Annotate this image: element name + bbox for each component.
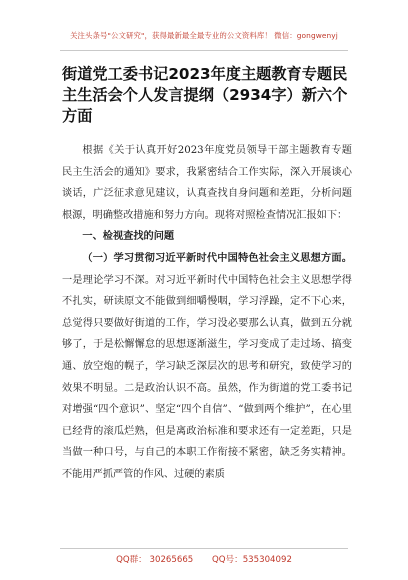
subsection-body-text: 一是理论学习不深。对习近平新时代中国特色社会主义思想学得不扎实，研读原文不能做到细嚼慢咽，学习浮躁，定不下心来，总觉得只要做好街道的工作，学习没必要那么认真，做到五分就够了，于是松懈懈怠的思想逐渐滋生，学习变成了走过场、搞变通、放空炮的幌子，学习缺乏深层次的思考和研究，致使学习的效果不明显。二是政治认识不高。虽然，作为街道的党工委书记对增强“四个意识”、坚定“四个自信”、“做到两个维护”，在心里已经背的滚瓜烂熟，但是离政治标准和要求还有一定差距，只是当做一种口号，与自己的本职工作衔接不紧密，缺乏务实精神。不能用严抓严管的作风、过硬的素质 [62,274,352,480]
footer-divider [60,548,348,549]
qq-group-number: QQ群： 30265665 [116,555,194,565]
subsection-heading: （一）学习贯彻习近平新时代中国特色社会主义思想方面。 [82,251,352,264]
page-header [0,0,408,52]
subsection-paragraph [62,248,352,486]
document-title: 街道党工委书记2023年度主题教育专题民主生活会个人发言提纲（2934字）新六个方面 [62,65,348,125]
header-divider [60,50,348,51]
promo-banner-text: 关注头条号"公文研究"，获得最新最全最专业的公文资料库！ 微信：gongwenyj [70,31,338,40]
footer-contact [0,553,408,565]
section-heading: 一、检视查找的问题 [82,231,175,243]
document-body [62,140,352,486]
page-footer [0,548,408,568]
intro-paragraph: 根据《关于认真开好2023年度党员领导干部主题教育专题民主生活会的通知》要求，我紧密结合工作实际，深入开展谈心谈话，广泛征求意见建议，认真查找自身问题和差距，分析问题根源，明确整改措施和努力方向。现将对照检查情况汇报如下： [62,145,352,221]
qq-account-number: QQ号：535304092 [212,555,292,565]
